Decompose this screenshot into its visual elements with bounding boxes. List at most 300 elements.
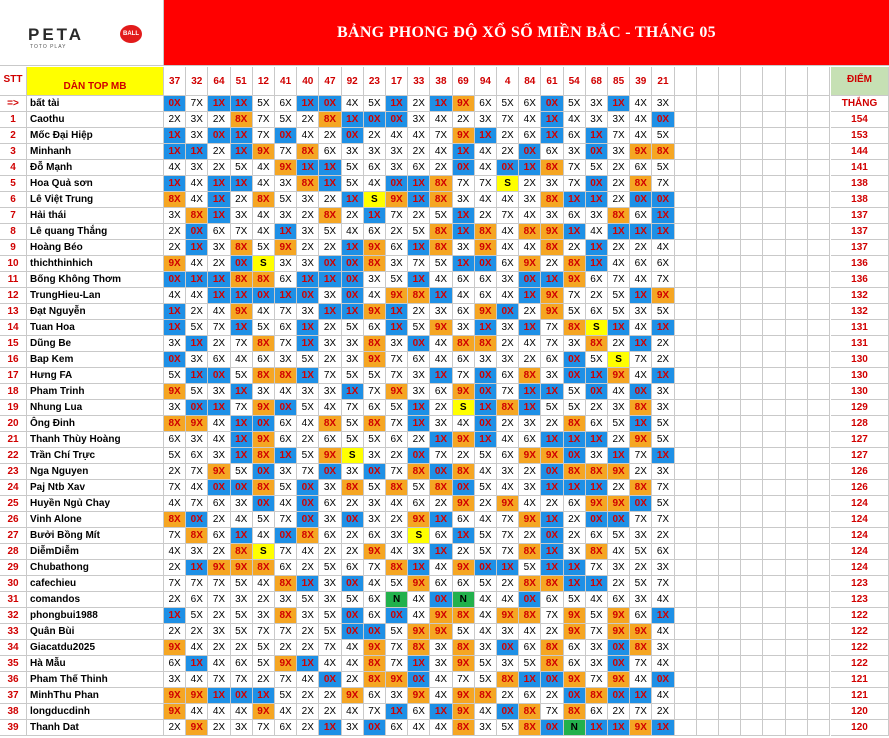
row-cell[interactable]: 2X <box>519 352 541 368</box>
row-cell[interactable]: 8X <box>586 464 608 480</box>
row-cell[interactable]: 4X <box>475 512 497 528</box>
row-cell[interactable]: 4X <box>430 144 452 160</box>
row-cell[interactable]: 2X <box>652 704 674 720</box>
empty-cell[interactable] <box>697 720 719 736</box>
empty-cell[interactable] <box>763 160 785 176</box>
row-cell[interactable]: 5X <box>564 592 586 608</box>
row-cell[interactable]: 1X <box>408 560 430 576</box>
row-cell[interactable]: 4X <box>430 720 452 736</box>
row-cell[interactable]: 3X <box>586 656 608 672</box>
row-cell[interactable]: 0X <box>253 416 275 432</box>
row-cell[interactable]: 4X <box>475 192 497 208</box>
row-score[interactable]: 124 <box>831 496 889 512</box>
row-cell[interactable]: 6X <box>586 704 608 720</box>
row-cell[interactable]: 8X <box>541 640 563 656</box>
row-cell[interactable]: 6X <box>541 352 563 368</box>
row-cell[interactable]: 1X <box>652 608 674 624</box>
row-cell[interactable]: 1X <box>275 448 297 464</box>
empty-cell[interactable] <box>786 128 808 144</box>
row-cell[interactable]: 6X <box>564 128 586 144</box>
row-cell[interactable]: 3X <box>586 96 608 112</box>
row-cell[interactable]: 9X <box>608 496 630 512</box>
row-cell[interactable]: 7X <box>208 320 230 336</box>
row-cell[interactable]: 3X <box>208 624 230 640</box>
row-cell[interactable]: 9X <box>319 448 341 464</box>
row-stt[interactable]: 12 <box>0 288 27 304</box>
row-cell[interactable]: 6X <box>519 128 541 144</box>
row-score[interactable]: 136 <box>831 272 889 288</box>
row-cell[interactable]: 8X <box>408 464 430 480</box>
row-cell[interactable]: 5X <box>231 576 253 592</box>
empty-header-cell[interactable] <box>741 67 763 96</box>
empty-cell[interactable] <box>675 656 697 672</box>
empty-cell[interactable] <box>808 576 830 592</box>
row-cell[interactable]: 6X <box>497 368 519 384</box>
row-cell[interactable]: 4X <box>186 176 208 192</box>
row-cell[interactable]: 0X <box>519 272 541 288</box>
row-cell[interactable]: 6X <box>275 320 297 336</box>
row-cell[interactable]: 5X <box>297 352 319 368</box>
row-score[interactable]: 120 <box>831 704 889 720</box>
empty-cell[interactable] <box>719 352 741 368</box>
row-cell[interactable]: 5X <box>475 448 497 464</box>
row-cell[interactable]: 2X <box>519 528 541 544</box>
row-cell[interactable]: 3X <box>275 464 297 480</box>
row-cell[interactable]: 8X <box>564 320 586 336</box>
row-cell[interactable]: 7X <box>319 640 341 656</box>
row-cell[interactable]: 1X <box>408 272 430 288</box>
row-cell[interactable]: 1X <box>342 192 364 208</box>
row-cell[interactable]: 2X <box>386 224 408 240</box>
empty-cell[interactable] <box>719 496 741 512</box>
row-cell[interactable]: 6X <box>364 528 386 544</box>
row-cell[interactable]: 7X <box>275 304 297 320</box>
row-cell[interactable]: 4X <box>297 672 319 688</box>
empty-cell[interactable] <box>697 176 719 192</box>
row-cell[interactable]: 4X <box>519 208 541 224</box>
row-cell[interactable]: 8X <box>364 656 386 672</box>
row-stt[interactable]: 37 <box>0 688 27 704</box>
empty-cell[interactable] <box>675 432 697 448</box>
row-cell[interactable]: 7X <box>430 448 452 464</box>
row-cell[interactable]: 2X <box>164 464 186 480</box>
row-cell[interactable]: 7X <box>586 624 608 640</box>
row-cell[interactable]: 0X <box>253 464 275 480</box>
row-cell[interactable]: 2X <box>430 496 452 512</box>
empty-cell[interactable] <box>763 256 785 272</box>
row-cell[interactable]: 1X <box>564 192 586 208</box>
row-cell[interactable]: 3X <box>586 448 608 464</box>
row-stt[interactable]: 31 <box>0 592 27 608</box>
row-cell[interactable]: 2X <box>608 432 630 448</box>
row-cell[interactable]: 0X <box>475 256 497 272</box>
empty-cell[interactable] <box>763 672 785 688</box>
empty-cell[interactable] <box>697 224 719 240</box>
row-cell[interactable]: 4X <box>275 496 297 512</box>
row-cell[interactable]: 3X <box>608 144 630 160</box>
row-cell[interactable]: 0X <box>586 512 608 528</box>
empty-cell[interactable] <box>741 448 763 464</box>
row-cell[interactable]: 2X <box>652 528 674 544</box>
row-cell[interactable]: 5X <box>608 416 630 432</box>
row-cell[interactable]: 2X <box>186 304 208 320</box>
row-cell[interactable]: 9X <box>364 544 386 560</box>
row-cell[interactable]: 9X <box>475 240 497 256</box>
row-cell[interactable]: 1X <box>208 400 230 416</box>
row-cell[interactable]: 1X <box>408 656 430 672</box>
row-cell[interactable]: 0X <box>586 176 608 192</box>
row-cell[interactable]: 7X <box>253 720 275 736</box>
header-score[interactable]: ĐIỂM <box>831 67 889 96</box>
empty-cell[interactable] <box>719 272 741 288</box>
row-cell[interactable]: 0X <box>608 640 630 656</box>
row-cell[interactable]: 3X <box>186 352 208 368</box>
empty-cell[interactable] <box>808 208 830 224</box>
empty-cell[interactable] <box>741 224 763 240</box>
row-cell[interactable]: 6X <box>364 592 386 608</box>
row-cell[interactable]: 9X <box>630 432 652 448</box>
row-cell[interactable]: 8X <box>253 368 275 384</box>
row-cell[interactable]: 3X <box>364 448 386 464</box>
row-cell[interactable]: 0X <box>342 624 364 640</box>
row-cell[interactable]: 9X <box>608 624 630 640</box>
row-name[interactable]: Mốc Đại Hiệp <box>27 128 164 144</box>
row-cell[interactable]: 5X <box>253 320 275 336</box>
row-cell[interactable]: 0X <box>497 160 519 176</box>
empty-cell[interactable] <box>763 240 785 256</box>
row-cell[interactable]: 0X <box>342 128 364 144</box>
empty-cell[interactable] <box>786 384 808 400</box>
row-cell[interactable]: 3X <box>186 160 208 176</box>
row-stt[interactable]: 15 <box>0 336 27 352</box>
empty-cell[interactable] <box>763 112 785 128</box>
row-cell[interactable]: 2X <box>231 640 253 656</box>
row-cell[interactable]: 1X <box>231 320 253 336</box>
header-number[interactable]: 32 <box>186 67 208 96</box>
row-cell[interactable]: 2X <box>364 128 386 144</box>
empty-cell[interactable] <box>697 144 719 160</box>
row-cell[interactable]: 7X <box>386 464 408 480</box>
row-stt[interactable]: 19 <box>0 400 27 416</box>
row-cell[interactable]: 9X <box>253 704 275 720</box>
row-cell[interactable]: 8X <box>253 560 275 576</box>
row-cell[interactable]: 5X <box>342 368 364 384</box>
empty-cell[interactable] <box>719 160 741 176</box>
row-cell[interactable]: 3X <box>564 544 586 560</box>
row-cell[interactable]: 6X <box>630 208 652 224</box>
row-cell[interactable]: 8X <box>364 672 386 688</box>
row-cell[interactable]: 2X <box>541 496 563 512</box>
row-cell[interactable]: 4X <box>164 160 186 176</box>
row-cell[interactable]: 3X <box>586 208 608 224</box>
row-cell[interactable]: 5X <box>342 592 364 608</box>
empty-cell[interactable] <box>697 528 719 544</box>
row-cell[interactable]: 4X <box>275 384 297 400</box>
row-cell[interactable]: 6X <box>430 528 452 544</box>
row-cell[interactable]: 6X <box>386 720 408 736</box>
row-cell[interactable]: 5X <box>319 608 341 624</box>
row-cell[interactable]: 2X <box>652 336 674 352</box>
row-cell[interactable]: 4X <box>408 720 430 736</box>
row-cell[interactable]: 7X <box>386 656 408 672</box>
row-cell[interactable]: 1X <box>186 144 208 160</box>
row-stt[interactable]: 3 <box>0 144 27 160</box>
empty-cell[interactable] <box>786 608 808 624</box>
empty-cell[interactable] <box>697 128 719 144</box>
row-cell[interactable]: 7X <box>497 544 519 560</box>
row-cell[interactable]: 6X <box>475 272 497 288</box>
row-cell[interactable]: 0X <box>652 192 674 208</box>
row-cell[interactable]: 9X <box>275 160 297 176</box>
row-cell[interactable]: 5X <box>475 656 497 672</box>
row-cell[interactable]: 4X <box>319 400 341 416</box>
empty-cell[interactable] <box>808 336 830 352</box>
empty-cell[interactable] <box>741 384 763 400</box>
row-cell[interactable]: 4X <box>497 432 519 448</box>
row-score[interactable]: 123 <box>831 592 889 608</box>
row-cell[interactable]: 5X <box>630 544 652 560</box>
empty-cell[interactable] <box>719 384 741 400</box>
row-cell[interactable]: 5X <box>564 400 586 416</box>
row-cell[interactable]: 7X <box>586 672 608 688</box>
row-cell[interactable]: 9X <box>541 448 563 464</box>
row-cell[interactable]: 3X <box>519 192 541 208</box>
row-stt[interactable]: 18 <box>0 384 27 400</box>
row-cell[interactable]: 4X <box>630 320 652 336</box>
row-score[interactable]: 137 <box>831 208 889 224</box>
row-cell[interactable]: 3X <box>208 384 230 400</box>
empty-cell[interactable] <box>786 512 808 528</box>
row-cell[interactable]: 2X <box>164 592 186 608</box>
empty-cell[interactable] <box>786 720 808 736</box>
row-cell[interactable]: 2X <box>208 608 230 624</box>
row-cell[interactable]: 3X <box>453 192 475 208</box>
row-cell[interactable]: 6X <box>430 384 452 400</box>
row-cell[interactable]: 2X <box>630 464 652 480</box>
row-cell[interactable]: 9X <box>164 640 186 656</box>
row-cell[interactable]: 1X <box>297 272 319 288</box>
row-cell[interactable]: 7X <box>430 128 452 144</box>
row-cell[interactable]: 8X <box>231 240 253 256</box>
header-number[interactable]: 38 <box>430 67 452 96</box>
row-cell[interactable]: 6X <box>630 160 652 176</box>
empty-cell[interactable] <box>808 544 830 560</box>
row-cell[interactable]: 5X <box>408 320 430 336</box>
empty-cell[interactable] <box>763 208 785 224</box>
empty-cell[interactable] <box>763 416 785 432</box>
row-cell[interactable]: 1X <box>586 368 608 384</box>
row-cell[interactable]: S <box>497 176 519 192</box>
row-cell[interactable]: 8X <box>475 336 497 352</box>
empty-cell[interactable] <box>719 208 741 224</box>
empty-cell[interactable] <box>697 400 719 416</box>
row-cell[interactable]: 9X <box>164 384 186 400</box>
row-score[interactable]: 121 <box>831 672 889 688</box>
row-cell[interactable]: 7X <box>652 176 674 192</box>
row-stt[interactable]: 25 <box>0 496 27 512</box>
row-cell[interactable]: 1X <box>541 560 563 576</box>
empty-header-cell[interactable] <box>808 67 830 96</box>
row-cell[interactable]: 1X <box>364 208 386 224</box>
row-cell[interactable]: 6X <box>519 688 541 704</box>
row-cell[interactable]: 9X <box>364 352 386 368</box>
empty-cell[interactable] <box>675 720 697 736</box>
row-cell[interactable]: 9X <box>208 560 230 576</box>
empty-cell[interactable] <box>675 560 697 576</box>
row-name[interactable]: Pham Thế Thinh <box>27 672 164 688</box>
row-cell[interactable]: 6X <box>630 256 652 272</box>
row-score[interactable]: THẮNG <box>831 96 889 112</box>
row-cell[interactable]: 9X <box>231 304 253 320</box>
row-cell[interactable]: 7X <box>541 608 563 624</box>
row-cell[interactable]: 6X <box>342 560 364 576</box>
row-score[interactable]: 141 <box>831 160 889 176</box>
empty-header-cell[interactable] <box>719 67 741 96</box>
row-cell[interactable]: 4X <box>186 288 208 304</box>
row-cell[interactable]: 4X <box>608 544 630 560</box>
row-cell[interactable]: 0X <box>297 288 319 304</box>
row-cell[interactable]: 0X <box>564 368 586 384</box>
row-stt[interactable]: 16 <box>0 352 27 368</box>
row-cell[interactable]: 5X <box>541 400 563 416</box>
row-cell[interactable]: 0X <box>297 512 319 528</box>
row-cell[interactable]: 6X <box>586 272 608 288</box>
empty-cell[interactable] <box>697 272 719 288</box>
row-cell[interactable]: 4X <box>497 480 519 496</box>
empty-cell[interactable] <box>675 304 697 320</box>
row-cell[interactable]: 4X <box>652 240 674 256</box>
empty-cell[interactable] <box>786 448 808 464</box>
empty-cell[interactable] <box>808 320 830 336</box>
row-cell[interactable]: 2X <box>164 112 186 128</box>
row-cell[interactable]: 5X <box>430 256 452 272</box>
empty-cell[interactable] <box>808 560 830 576</box>
row-cell[interactable]: 0X <box>231 480 253 496</box>
header-number[interactable]: 17 <box>386 67 408 96</box>
empty-cell[interactable] <box>786 320 808 336</box>
row-cell[interactable]: 3X <box>186 128 208 144</box>
row-cell[interactable]: 8X <box>364 256 386 272</box>
empty-cell[interactable] <box>763 464 785 480</box>
row-cell[interactable]: 3X <box>475 352 497 368</box>
row-cell[interactable]: 4X <box>497 240 519 256</box>
row-score[interactable]: 130 <box>831 384 889 400</box>
row-cell[interactable]: 6X <box>364 320 386 336</box>
row-cell[interactable]: 3X <box>186 112 208 128</box>
row-cell[interactable]: S <box>453 400 475 416</box>
row-cell[interactable]: 5X <box>342 320 364 336</box>
row-cell[interactable]: 4X <box>342 224 364 240</box>
row-cell[interactable]: 1X <box>386 320 408 336</box>
row-cell[interactable]: 9X <box>408 624 430 640</box>
row-cell[interactable]: 1X <box>519 160 541 176</box>
row-cell[interactable]: 4X <box>475 160 497 176</box>
row-cell[interactable]: 4X <box>430 672 452 688</box>
row-cell[interactable]: 2X <box>408 432 430 448</box>
row-cell[interactable]: 5X <box>608 528 630 544</box>
row-cell[interactable]: 3X <box>253 384 275 400</box>
row-cell[interactable]: 6X <box>275 432 297 448</box>
row-cell[interactable]: 2X <box>608 480 630 496</box>
row-cell[interactable]: 5X <box>586 160 608 176</box>
row-cell[interactable]: 4X <box>630 128 652 144</box>
row-score[interactable]: 154 <box>831 112 889 128</box>
empty-cell[interactable] <box>741 400 763 416</box>
row-cell[interactable]: 0X <box>497 640 519 656</box>
row-cell[interactable]: 1X <box>208 96 230 112</box>
row-cell[interactable]: 4X <box>342 96 364 112</box>
row-cell[interactable]: 5X <box>253 656 275 672</box>
row-cell[interactable]: 8X <box>519 224 541 240</box>
row-score[interactable]: 122 <box>831 656 889 672</box>
row-cell[interactable]: 1X <box>386 304 408 320</box>
empty-cell[interactable] <box>719 400 741 416</box>
row-name[interactable]: Bap Kem <box>27 352 164 368</box>
row-cell[interactable]: 1X <box>453 224 475 240</box>
row-cell[interactable]: 5X <box>608 288 630 304</box>
row-cell[interactable]: 5X <box>652 496 674 512</box>
row-cell[interactable]: S <box>586 320 608 336</box>
header-number[interactable]: 21 <box>652 67 674 96</box>
row-cell[interactable]: 0X <box>342 576 364 592</box>
empty-cell[interactable] <box>786 624 808 640</box>
row-cell[interactable]: 0X <box>652 672 674 688</box>
empty-cell[interactable] <box>763 96 785 112</box>
row-cell[interactable]: 4X <box>253 160 275 176</box>
row-cell[interactable]: 9X <box>253 400 275 416</box>
row-cell[interactable]: 0X <box>564 448 586 464</box>
header-number[interactable]: 92 <box>342 67 364 96</box>
row-cell[interactable]: 6X <box>475 288 497 304</box>
row-cell[interactable]: 0X <box>364 720 386 736</box>
row-cell[interactable]: 7X <box>231 672 253 688</box>
row-cell[interactable]: 7X <box>275 672 297 688</box>
row-cell[interactable]: 4X <box>386 496 408 512</box>
row-cell[interactable]: 9X <box>164 256 186 272</box>
row-cell[interactable]: 7X <box>208 672 230 688</box>
row-stt[interactable]: 23 <box>0 464 27 480</box>
row-cell[interactable]: 8X <box>253 480 275 496</box>
row-cell[interactable]: 3X <box>453 320 475 336</box>
empty-cell[interactable] <box>808 128 830 144</box>
row-cell[interactable]: 4X <box>364 176 386 192</box>
row-cell[interactable]: 0X <box>408 448 430 464</box>
row-cell[interactable]: 2X <box>208 512 230 528</box>
row-cell[interactable]: 3X <box>430 656 452 672</box>
row-cell[interactable]: 1X <box>386 704 408 720</box>
row-score[interactable]: 124 <box>831 560 889 576</box>
row-cell[interactable]: 4X <box>652 592 674 608</box>
empty-cell[interactable] <box>697 448 719 464</box>
empty-cell[interactable] <box>675 112 697 128</box>
empty-cell[interactable] <box>719 144 741 160</box>
row-cell[interactable]: 1X <box>186 272 208 288</box>
row-cell[interactable]: 9X <box>275 656 297 672</box>
row-cell[interactable]: 2X <box>453 448 475 464</box>
row-cell[interactable]: 2X <box>319 688 341 704</box>
row-cell[interactable]: 1X <box>430 368 452 384</box>
empty-cell[interactable] <box>719 608 741 624</box>
row-cell[interactable]: 4X <box>186 672 208 688</box>
row-cell[interactable]: 7X <box>186 576 208 592</box>
empty-cell[interactable] <box>786 496 808 512</box>
row-cell[interactable]: 0X <box>342 256 364 272</box>
row-cell[interactable]: 1X <box>453 144 475 160</box>
row-cell[interactable]: 8X <box>275 368 297 384</box>
empty-header-cell[interactable] <box>675 67 697 96</box>
row-cell[interactable]: 7X <box>364 704 386 720</box>
row-name[interactable]: Trần Chí Trực <box>27 448 164 464</box>
